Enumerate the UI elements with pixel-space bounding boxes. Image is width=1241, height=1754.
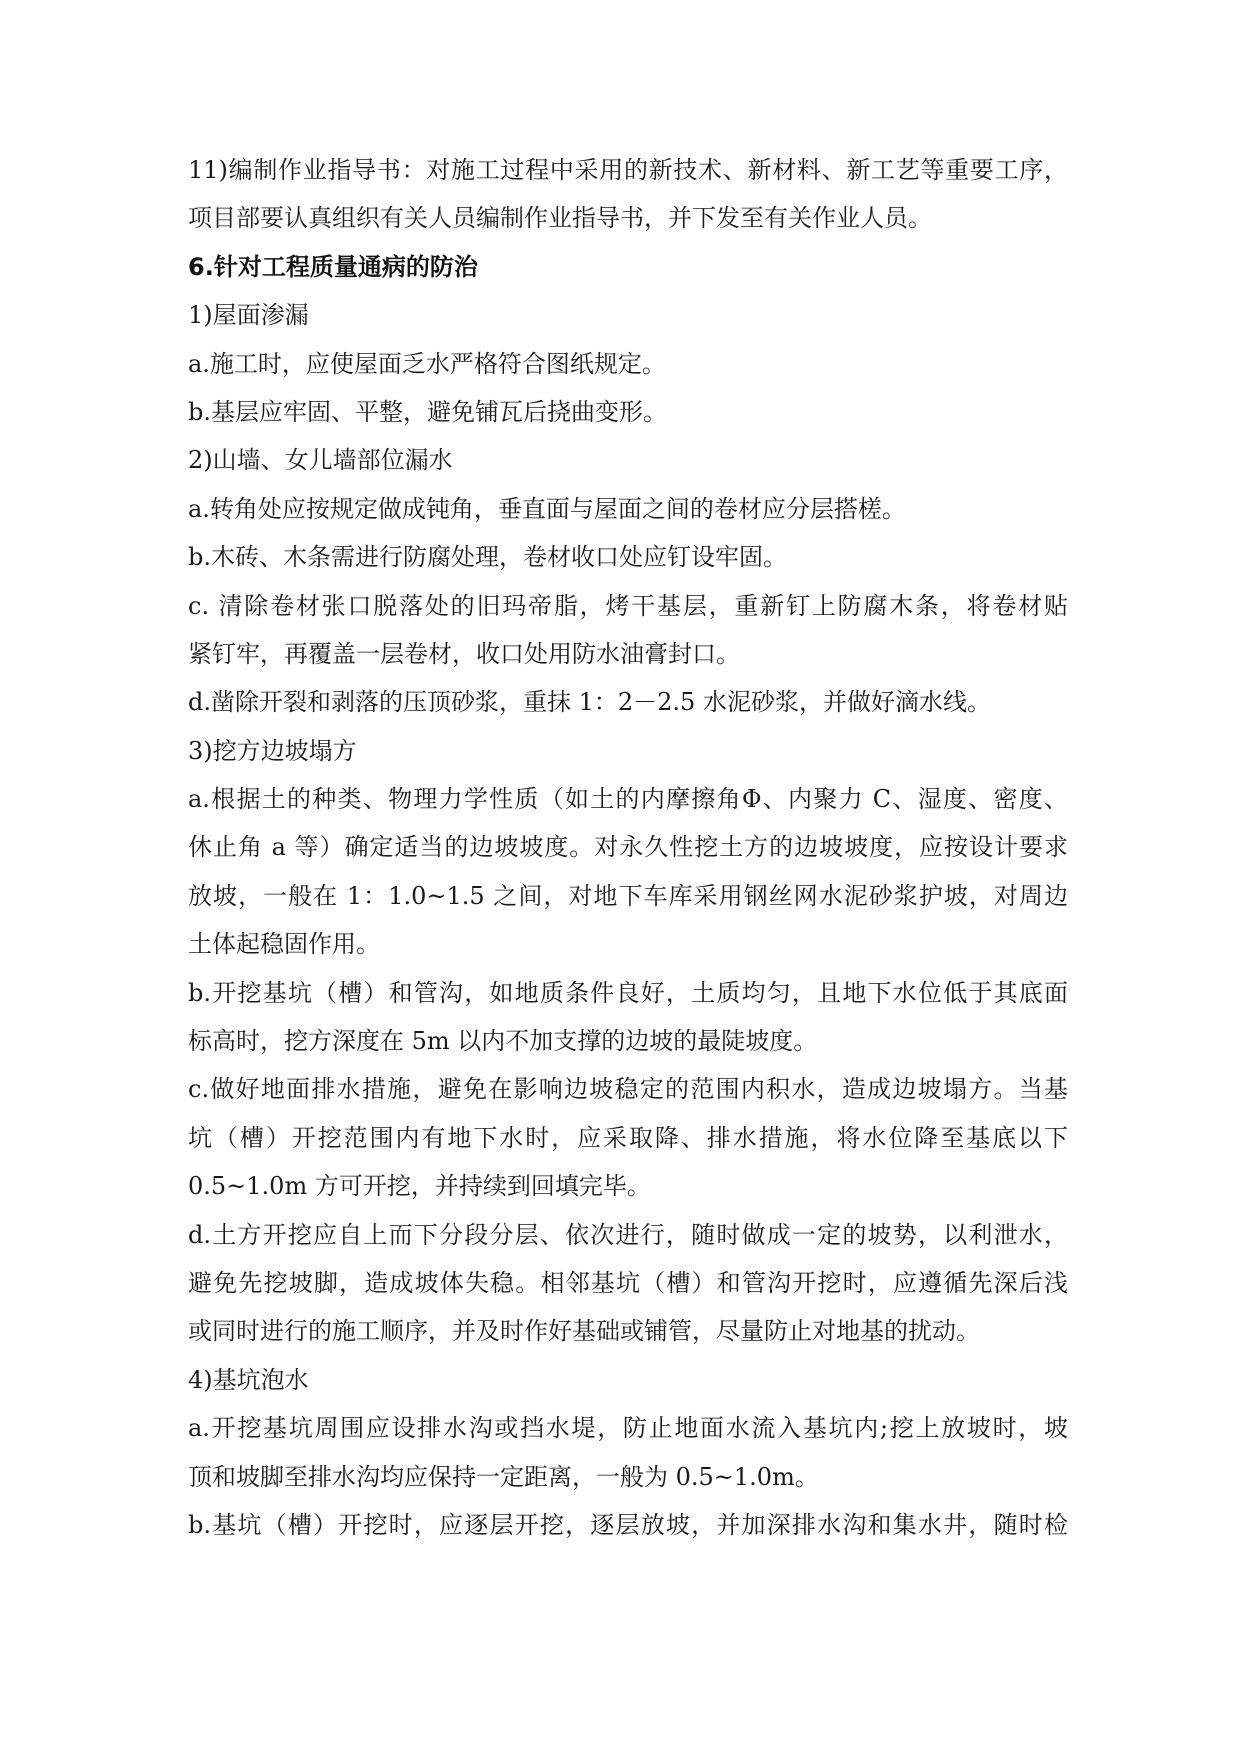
paragraph-line: 避免先挖坡脚，造成坡体失稳。相邻基坑（槽）和管沟开挖时，应遵循先深后浅: [188, 1268, 1068, 1297]
paragraph-line: 11)编制作业指导书：对施工过程中采用的新技术、新材料、新工艺等重要工序，: [188, 156, 1068, 184]
paragraph-line: 坑（槽）开挖范围内有地下水时，应采取降、排水措施，将水位降至基底以下: [188, 1123, 1068, 1152]
list-item: a.根据土的种类、物理力学性质（如土的内摩擦角Φ、内聚力 C、湿度、密度、: [188, 785, 1068, 814]
list-item: a.施工时，应使屋面乏水严格符合图纸规定。: [188, 349, 666, 378]
list-item: d.凿除开裂和剥落的压顶砂浆，重抹 1：2－2.5 水泥砂浆，并做好滴水线。: [188, 688, 991, 717]
subsection-heading: 1)屋面渗漏: [188, 301, 309, 330]
document-body: [188, 146, 1068, 1549]
paragraph-line: 休止角 a 等）确定适当的边坡坡度。对永久性挖土方的边坡坡度，应按设计要求: [188, 833, 1068, 862]
section-heading: 6.针对工程质量通病的防治: [188, 252, 478, 281]
paragraph-line: 紧钉牢，再覆盖一层卷材，收口处用防水油膏封口。: [188, 639, 740, 668]
paragraph-line: 0.5~1.0m 方可开挖，并持续到回填完毕。: [188, 1172, 651, 1201]
paragraph-line: 顶和坡脚至排水沟均应保持一定距离，一般为 0.5~1.0m。: [188, 1462, 819, 1491]
list-item: d.土方开挖应自上而下分段分层、依次进行，随时做成一定的坡势，以利泄水，: [188, 1220, 1068, 1249]
list-item: a.开挖基坑周围应设排水沟或挡水堤，防止地面水流入基坑内;挖上放坡时，坡: [188, 1414, 1068, 1443]
subsection-heading: 3)挖方边坡塌方: [188, 736, 357, 765]
list-item: b.木砖、木条需进行防腐处理，卷材收口处应钉设牢固。: [188, 543, 787, 572]
subsection-heading: 2)山墙、女儿墙部位漏水: [188, 446, 453, 475]
paragraph-line: 放坡，一般在 1：1.0~1.5 之间，对地下车库采用钢丝网水泥砂浆护坡，对周边: [188, 881, 1068, 910]
list-item: a.转角处应按规定做成钝角，垂直面与屋面之间的卷材应分层搭槎。: [188, 494, 906, 523]
paragraph-line: 标高时，挖方深度在 5m 以内不加支撑的边坡的最陡坡度。: [188, 1027, 818, 1056]
list-item: b.开挖基坑（槽）和管沟，如地质条件良好，土质均匀，且地下水位低于其底面: [188, 978, 1068, 1007]
paragraph-line: 或同时进行的施工顺序，并及时作好基础或铺管，尽量防止对地基的扰动。: [188, 1317, 980, 1346]
list-item: b.基坑（槽）开挖时，应逐层开挖，逐层放坡，并加深排水沟和集水井，随时检: [188, 1510, 1068, 1539]
paragraph-line: 项目部要认真组织有关人员编制作业指导书，并下发至有关作业人员。: [188, 204, 932, 233]
subsection-heading: 4)基坑泡水: [188, 1365, 309, 1394]
list-item: b.基层应牢固、平整，避免铺瓦后挠曲变形。: [188, 397, 667, 426]
list-item: c. 清除卷材张口脱落处的旧玛帝脂，烤干基层，重新钉上防腐木条，将卷材贴: [188, 591, 1068, 620]
list-item: c.做好地面排水措施，避免在影响边坡稳定的范围内积水，造成边坡塌方。当基: [188, 1075, 1068, 1104]
paragraph-line: 土体起稳固作用。: [188, 930, 380, 959]
